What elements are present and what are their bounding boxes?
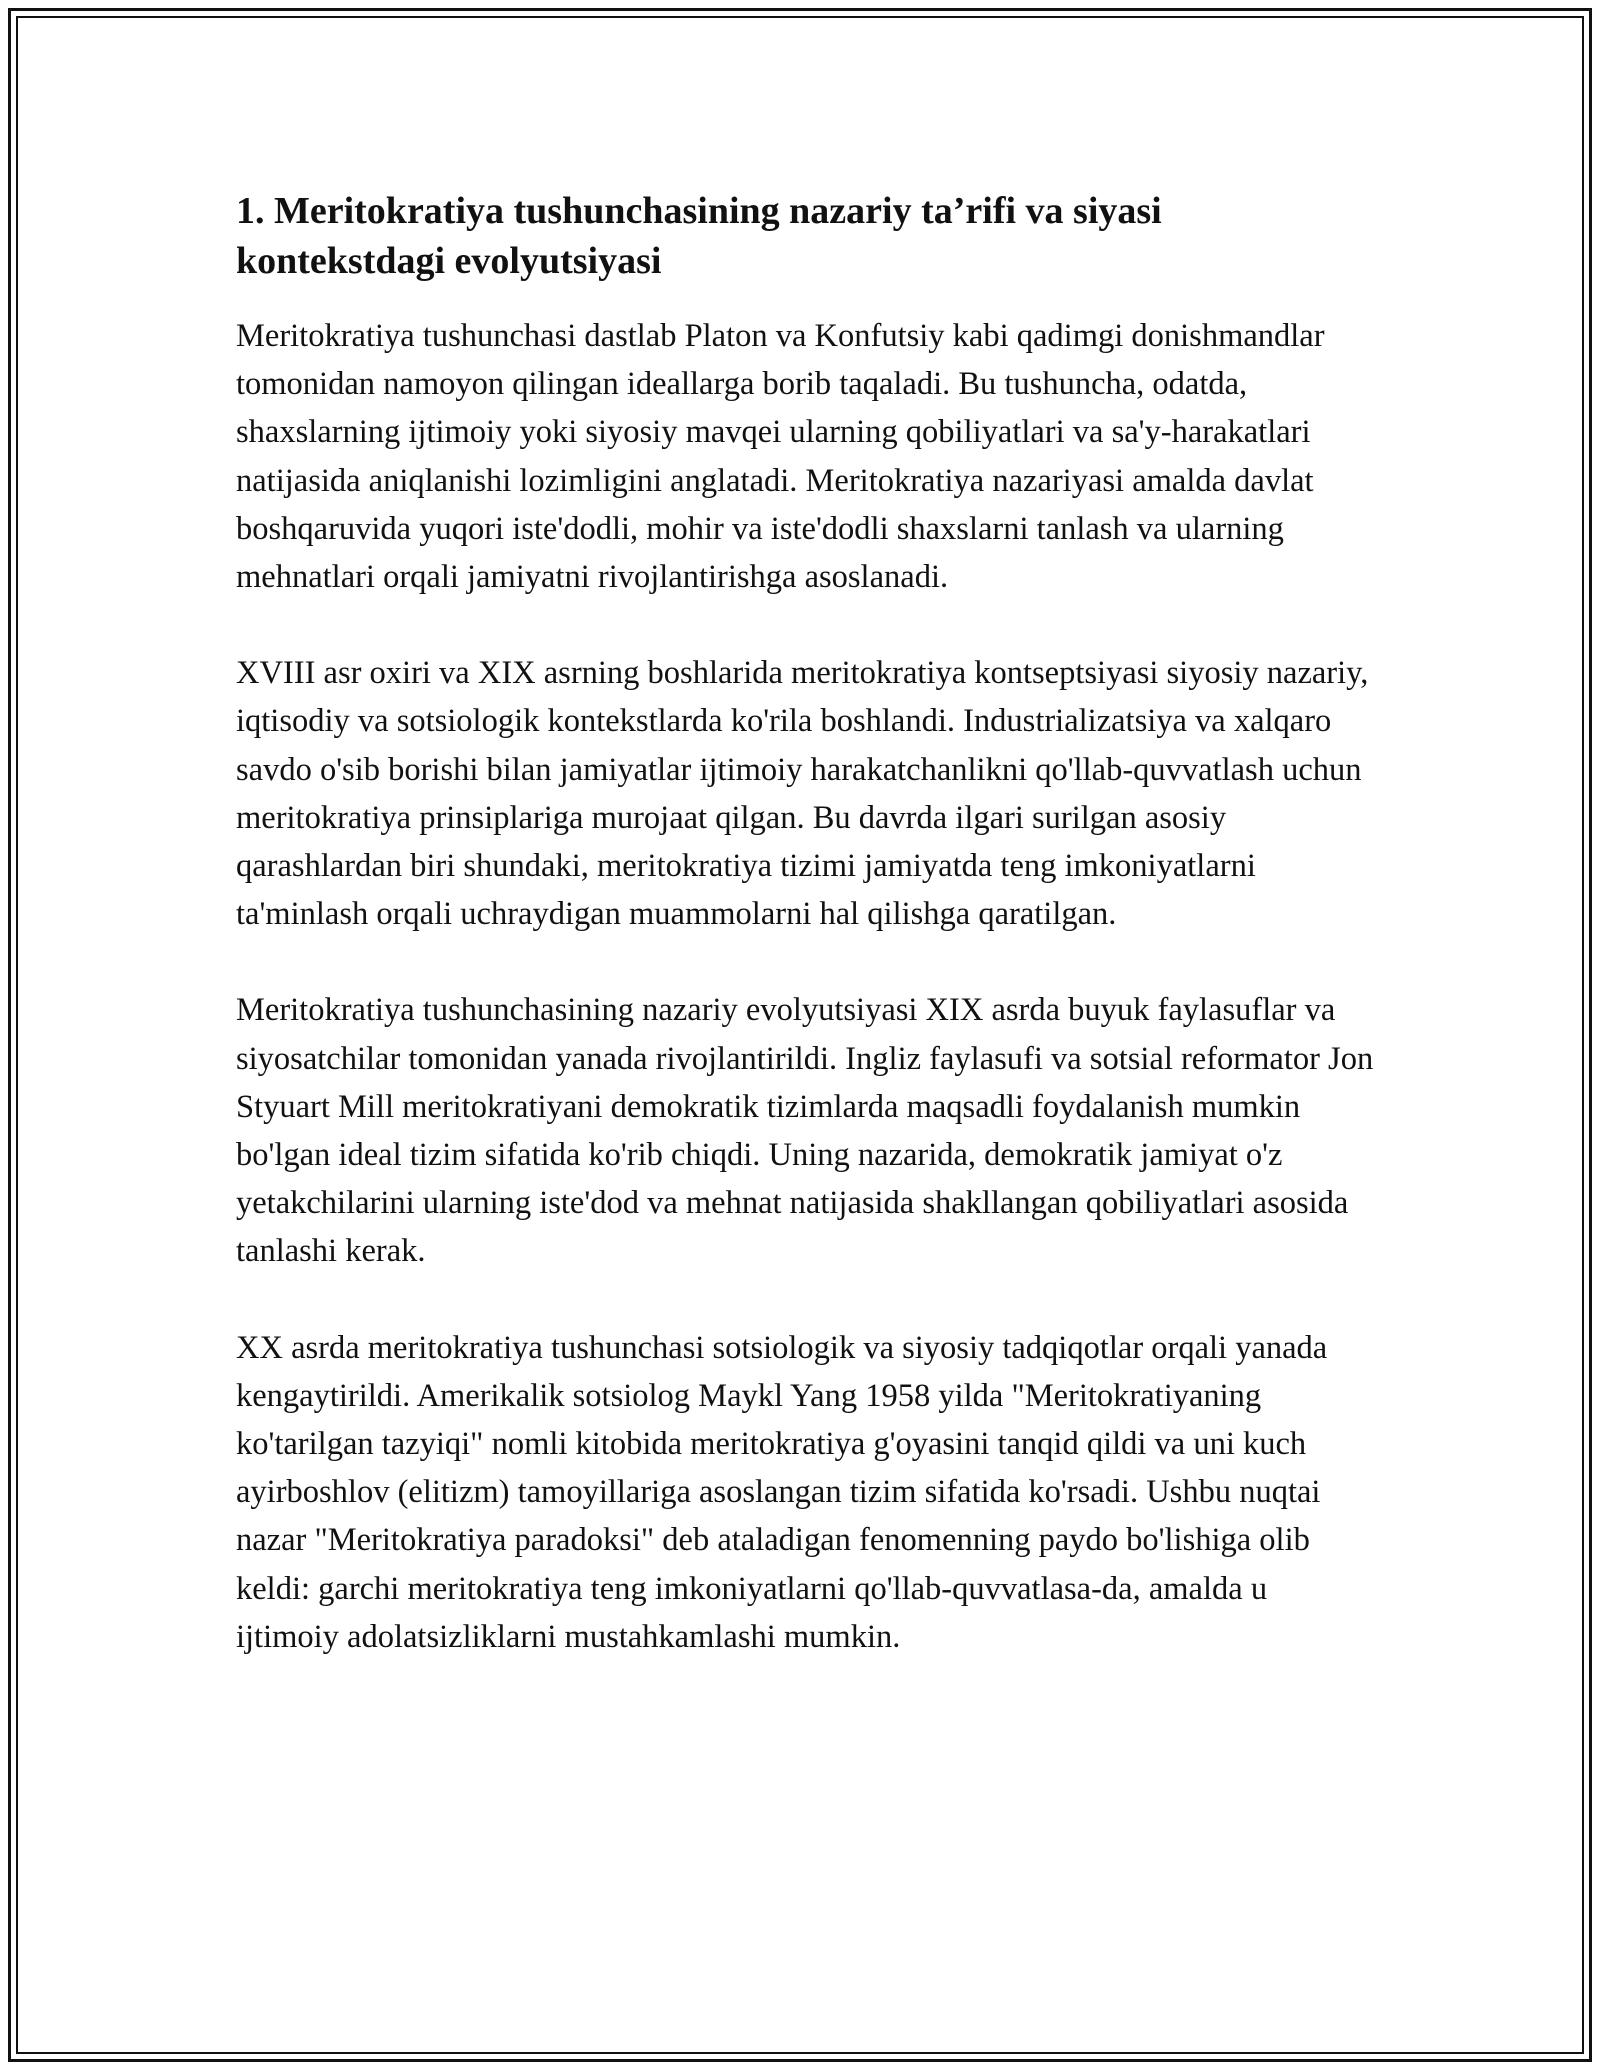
- document-body: [236, 186, 1376, 1709]
- section-heading: 1. Meritokratiya tushunchasining nazariy ta’rifi va siyasi kontekstdagi evolyutsiyasi: [236, 190, 1162, 282]
- paragraph-3: Meritokratiya tushunchasining nazariy evolyutsiyasi XIX asrda buyuk faylasuflar va siyosatchilar tomonidan yanada rivojlantirildi. Ingliz faylasufi va sotsial reformator Jon Styuart Mill meritokratiyani demokratik tizimlarda maqsadli foydalanish mumkin bo'lgan ideal tizim sifatida ko'rib chiqdi. Uning nazarida, demokratik jamiyat o'z yetakchilarini ularning iste'dod va mehnat natijasida shakllangan qobiliyatlari asosida tanlashi kerak.: [236, 992, 1374, 1270]
- paragraph-1: Meritokratiya tushunchasi dastlab Platon va Konfutsiy kabi qadimgi donishmandlar tomonidan namoyon qilingan ideallarga borib taqaladi. Bu tushuncha, odatda, shaxslarning ijtimoiy yoki siyosiy mavqei ularning qobiliyatlari va sa'y-harakatlari natijasida aniqlanishi lozimligini anglatadi. Meritokratiya nazariyasi amalda davlat boshqaruvida yuqori iste'dodli, mohir va iste'dodli shaxslarni tanlash va ularning mehnatlari orqali jamiyatni rivojlantirishga asoslanadi.: [236, 318, 1325, 596]
- paragraph-4: XX asrda meritokratiya tushunchasi sotsiologik va siyosiy tadqiqotlar orqali yanada kengaytirildi. Amerikalik sotsiolog Maykl Yang 1958 yilda "Meritokratiyaning ko'tarilgan tazyiqi" nomli kitobida meritokratiya g'oyasini tanqid qildi va uni kuch ayirboshlov (elitizm) tamoyillariga asoslangan tizim sifatida ko'rsadi. Ushbu nuqtai nazar "Meritokratiya paradoksi" deb ataladigan fenomenning paydo bo'lishiga olib keldi: garchi meritokratiya teng imkoniyatlarni qo'llab-quvvatlasa-da, amalda u ijtimoiy adolatsizliklarni mustahkamlashi mumkin.: [236, 1329, 1328, 1655]
- paragraph-2: XVIII asr oxiri va XIX asrning boshlarida meritokratiya kontseptsiyasi siyosiy nazariy, iqtisodiy va sotsiologik kontekstlarda ko'rila boshlandi. Industrializatsiya va xalqaro savdo o'sib borishi bilan jamiyatlar ijtimoiy harakatchanlikni qo'llab-quvvatlash uchun meritokratiya prinsiplariga murojaat qilgan. Bu davrda ilgari surilgan asosiy qarashlardan biri shundaki, meritokratiya tizimi jamiyatda teng imkoniyatlarni ta'minlash orqali uchraydigan muammolarni hal qilishga qaratilgan.: [236, 655, 1369, 933]
